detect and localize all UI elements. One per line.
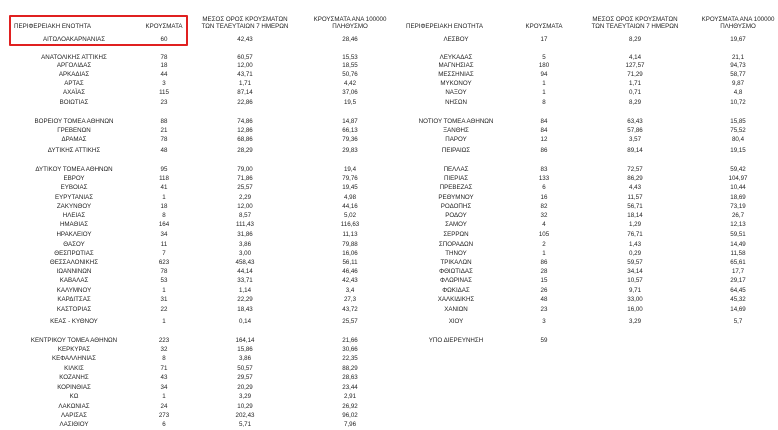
per100k-cell: 56,11 [342, 259, 358, 266]
avg7-cell: 10,57 [627, 277, 643, 284]
region-cell: ΕΒΡΟΥ [63, 175, 85, 182]
avg7-cell: 1,29 [628, 221, 642, 228]
avg7-cell: 3,29 [238, 393, 252, 400]
cases-cell: 24 [160, 403, 168, 410]
region-cell: ΑΡΤΑΣ [64, 80, 84, 87]
avg7-cell: 8,29 [628, 36, 642, 43]
per100k-cell: 79,36 [342, 136, 358, 143]
per100k-cell: 10,44 [730, 184, 746, 191]
per100k-cell: 25,57 [342, 318, 358, 325]
cases-cell: 1 [162, 194, 166, 201]
avg7-cell: 1,43 [628, 241, 642, 248]
per100k-cell: 28,63 [342, 374, 358, 381]
per100k-cell: 17,7 [731, 268, 745, 275]
per100k-cell: 46,46 [342, 268, 358, 275]
avg7-cell: 0,71 [628, 89, 642, 96]
per100k-cell: 21,66 [342, 337, 358, 344]
cases-cell: 60 [160, 36, 168, 43]
region-cell: ΕΥΡΥΤΑΝΙΑΣ [54, 194, 94, 201]
cases-cell: 118 [159, 175, 169, 182]
avg7-cell: 11,57 [627, 194, 643, 201]
avg7-cell: 0,14 [238, 318, 252, 325]
region-cell: ΚΟΡΙΝΘΙΑΣ [57, 384, 91, 391]
region-cell: ΗΛΕΙΑΣ [62, 212, 86, 219]
region-cell: ΚΑΣΤΟΡΙΑΣ [56, 306, 92, 313]
cases-cell: 623 [158, 259, 170, 266]
region-cell: ΔΡΑΜΑΣ [61, 136, 87, 143]
cases-cell: 1 [162, 287, 166, 294]
avg7-cell: 5,71 [238, 421, 252, 428]
per100k-cell: 29,17 [730, 277, 746, 284]
per100k-cell: 29,83 [342, 147, 358, 154]
region-cell: ΣΑΜΟΥ [445, 221, 467, 228]
region-cell: ΛΑΚΩΝΙΑΣ [58, 403, 90, 410]
avg7-cell: 72,57 [627, 166, 643, 173]
avg7-cell: 50,57 [237, 365, 253, 372]
cases-cell: 78 [160, 268, 168, 275]
highlight-box [9, 15, 188, 46]
cases-cell: 41 [160, 184, 168, 191]
per100k-cell: 75,52 [730, 127, 746, 134]
region-cell: ΑΧΑΪΑΣ [62, 89, 86, 96]
per100k-cell: 79,88 [342, 241, 358, 248]
region-cell: ΦΛΩΡΙΝΑΣ [440, 277, 472, 284]
avg7-cell: 89,14 [627, 147, 643, 154]
cases-cell: 94 [540, 71, 548, 78]
cases-cell: 4 [542, 221, 546, 228]
per100k-cell: 30,66 [342, 346, 358, 353]
region-cell: ΠΡΕΒΕΖΑΣ [439, 184, 473, 191]
region-cell: ΡΟΔΟΠΗΣ [440, 203, 472, 210]
region-cell: ΡΟΔΟΥ [445, 212, 467, 219]
avg7-cell: 44,14 [237, 268, 253, 275]
cases-cell: 48 [160, 147, 168, 154]
region-cell: ΦΘΙΩΤΙΔΑΣ [439, 268, 473, 275]
per100k-cell: 88,29 [342, 365, 358, 372]
avg7-cell: 10,29 [237, 403, 253, 410]
per100k-cell: 37,06 [342, 89, 358, 96]
region-cell: ΤΗΝΟΥ [445, 250, 467, 257]
avg7-cell: 4,14 [628, 54, 642, 61]
cases-cell: 12 [540, 136, 548, 143]
region-cell: ΗΜΑΘΙΑΣ [59, 221, 89, 228]
per100k-cell: 10,72 [730, 99, 746, 106]
region-cell: ΖΑΚΥΝΘΟΥ [56, 203, 92, 210]
region-cell: ΧΑΛΚΙΔΙΚΗΣ [437, 296, 475, 303]
cases-cell: 1 [542, 80, 546, 87]
cases-cell: 44 [160, 71, 168, 78]
cases-cell: 164 [158, 221, 170, 228]
avg7-cell: 458,43 [235, 259, 255, 266]
cases-cell: 23 [540, 306, 548, 313]
cases-cell: 84 [540, 127, 548, 134]
cases-cell: 82 [540, 203, 548, 210]
avg7-cell: 33,00 [627, 296, 643, 303]
region-cell: ΚΑΒΑΛΑΣ [59, 277, 89, 284]
header-per100k-line2: ΠΛΗΘΥΣΜΟ [332, 23, 368, 30]
cases-cell: 34 [160, 231, 168, 238]
per100k-cell: 7,96 [343, 421, 357, 428]
avg7-cell: 12,00 [237, 62, 253, 69]
per100k-cell: 11,13 [342, 231, 358, 238]
region-cell: ΔΥΤΙΚΗΣ ΑΤΤΙΚΗΣ [47, 147, 101, 154]
region-cell: ΒΟΙΩΤΙΑΣ [59, 99, 89, 106]
cases-cell: 8 [542, 99, 546, 106]
cases-cell: 1 [542, 89, 546, 96]
cases-cell: 78 [160, 136, 168, 143]
avg7-cell: 127,57 [625, 62, 645, 69]
avg7-cell: 164,14 [235, 337, 255, 344]
per100k-cell: 64,45 [730, 287, 746, 294]
region-cell: ΚΕΦΑΛΛΗΝΙΑΣ [51, 355, 96, 362]
per100k-cell: 27,3 [343, 296, 357, 303]
avg7-cell: 9,71 [628, 287, 642, 294]
per100k-cell: 14,69 [730, 306, 746, 313]
per100k-cell: 19,67 [730, 36, 746, 43]
region-cell: ΠΕΛΛΑΣ [443, 166, 469, 173]
cases-cell: 43 [160, 374, 168, 381]
region-cell: ΘΑΣΟΥ [63, 241, 85, 248]
per100k-cell: 18,69 [730, 194, 746, 201]
region-cell: ΘΕΣΠΡΩΤΙΑΣ [54, 250, 94, 257]
per100k-cell: 59,51 [730, 231, 746, 238]
per100k-cell: 2,91 [343, 393, 357, 400]
avg7-cell: 202,43 [235, 412, 255, 419]
per100k-cell: 23,44 [342, 384, 358, 391]
cases-cell: 78 [160, 54, 168, 61]
avg7-cell: 63,43 [627, 118, 643, 125]
cases-cell: 1 [162, 318, 166, 325]
cases-cell: 59 [540, 337, 548, 344]
avg7-cell: 18,43 [237, 306, 253, 313]
per100k-cell: 59,42 [730, 166, 746, 173]
header-avg7-line1: ΜΕΣΟΣ ΟΡΟΣ ΚΡΟΥΣΜΑΤΩΝ [592, 16, 678, 23]
cases-cell: 86 [540, 259, 548, 266]
region-cell: ΚΕΝΤΡΙΚΟΥ ΤΟΜΕΑ ΑΘΗΝΩΝ [30, 337, 118, 344]
per100k-cell: 50,76 [342, 71, 358, 78]
region-cell: ΡΕΘΥΜΝΟΥ [438, 194, 474, 201]
per100k-cell: 16,06 [342, 250, 358, 257]
per100k-cell: 80,4 [731, 136, 745, 143]
cases-cell: 26 [540, 287, 548, 294]
per100k-cell: 18,55 [342, 62, 358, 69]
cases-cell: 21 [160, 127, 168, 134]
avg7-cell: 74,86 [237, 118, 253, 125]
header-region: ΠΕΡΙΦΕΡΕΙΑΚΗ ΕΝΟΤΗΤΑ [406, 23, 484, 30]
region-cell: ΞΑΝΘΗΣ [443, 127, 469, 134]
per100k-cell: 4,98 [343, 194, 357, 201]
cases-cell: 23 [160, 99, 168, 106]
region-cell: ΧΑΝΙΩΝ [444, 306, 468, 313]
avg7-cell: 29,57 [237, 374, 253, 381]
avg7-cell: 15,86 [237, 346, 253, 353]
cases-cell: 6 [162, 421, 166, 428]
avg7-cell: 25,57 [237, 184, 253, 191]
region-cell: ΛΕΥΚΑΔΑΣ [439, 54, 473, 61]
region-cell: ΣΕΡΡΩΝ [443, 231, 469, 238]
cases-cell: 5 [542, 54, 546, 61]
header-per100k-line1: ΚΡΟΥΣΜΑΤΑ ΑΝΑ 100000 [701, 16, 775, 23]
avg7-cell: 20,29 [237, 384, 253, 391]
per100k-cell: 11,58 [730, 250, 746, 257]
per100k-cell: 12,13 [730, 221, 746, 228]
avg7-cell: 22,29 [237, 296, 253, 303]
per100k-cell: 19,5 [343, 99, 357, 106]
cases-cell: 86 [540, 147, 548, 154]
avg7-cell: 16,00 [627, 306, 643, 313]
avg7-cell: 1,14 [238, 287, 252, 294]
cases-cell: 8 [162, 355, 166, 362]
avg7-cell: 43,71 [237, 71, 253, 78]
per100k-cell: 104,97 [728, 175, 748, 182]
avg7-cell: 86,29 [627, 175, 643, 182]
per100k-cell: 73,19 [730, 203, 746, 210]
per100k-cell: 43,72 [342, 306, 358, 313]
cases-cell: 83 [540, 166, 548, 173]
region-cell: ΛΑΣΙΘΙΟΥ [59, 421, 89, 428]
region-cell: ΝΗΣΩΝ [445, 99, 467, 106]
region-cell: ΚΕΡΚΥΡΑΣ [57, 346, 91, 353]
cases-cell: 34 [160, 384, 168, 391]
cases-cell: 6 [542, 184, 546, 191]
region-cell: ΚΑΛΥΜΝΟΥ [56, 287, 92, 294]
region-cell: ΥΠΟ ΔΙΕΡΕΥΝΗΣΗ [428, 337, 484, 344]
region-cell: ΣΠΟΡΑΔΩΝ [438, 241, 474, 248]
cases-cell: 17 [540, 36, 548, 43]
header-per100k-line1: ΚΡΟΥΣΜΑΤΑ ΑΝΑ 100000 [313, 16, 387, 23]
cases-cell: 71 [160, 365, 168, 372]
avg7-cell: 111,43 [235, 221, 254, 228]
region-cell: ΚΕΑΣ - ΚΥΘΝΟΥ [50, 318, 98, 325]
region-cell: ΦΩΚΙΔΑΣ [442, 287, 470, 294]
region-cell: ΑΙΤΩΛΟΑΚΑΡΝΑΝΙΑΣ [42, 36, 106, 43]
avg7-cell: 4,43 [628, 184, 642, 191]
region-cell: ΘΕΣΣΑΛΟΝΙΚΗΣ [49, 259, 99, 266]
header-avg7-line1: ΜΕΣΟΣ ΟΡΟΣ ΚΡΟΥΣΜΑΤΩΝ [202, 16, 288, 23]
avg7-cell: 33,71 [237, 277, 253, 284]
avg7-cell: 42,43 [237, 36, 253, 43]
per100k-cell: 5,02 [343, 212, 357, 219]
per100k-cell: 42,43 [342, 277, 358, 284]
region-cell: ΠΑΡΟΥ [445, 136, 467, 143]
cases-cell: 15 [540, 277, 548, 284]
region-cell: ΑΝΑΤΟΛΙΚΗΣ ΑΤΤΙΚΗΣ [41, 54, 107, 61]
region-cell: ΑΡΚΑΔΙΑΣ [58, 71, 90, 78]
avg7-cell: 18,14 [627, 212, 643, 219]
per100k-cell: 116,63 [340, 221, 360, 228]
per100k-cell: 94,73 [730, 62, 746, 69]
region-cell: ΓΡΕΒΕΝΩΝ [57, 127, 91, 134]
region-cell: ΠΕΙΡΑΙΩΣ [441, 147, 471, 154]
avg7-cell: 87,14 [237, 89, 253, 96]
per100k-cell: 26,7 [731, 212, 745, 219]
cases-cell: 88 [160, 118, 168, 125]
avg7-cell: 12,00 [237, 203, 253, 210]
header-cases: ΚΡΟΥΣΜΑΤΑ [145, 23, 183, 30]
per100k-cell: 15,53 [342, 54, 358, 61]
cases-cell: 133 [538, 175, 550, 182]
region-cell: ΤΡΙΚΑΛΩΝ [440, 259, 472, 266]
header-cases: ΚΡΟΥΣΜΑΤΑ [525, 23, 563, 30]
region-cell: ΠΙΕΡΙΑΣ [443, 175, 469, 182]
cases-cell: 3 [162, 80, 166, 87]
region-cell: ΛΕΣΒΟΥ [443, 36, 469, 43]
avg7-cell: 0,29 [628, 250, 642, 257]
cases-cell: 105 [538, 231, 550, 238]
avg7-cell: 1,71 [238, 80, 252, 87]
cases-cell: 32 [160, 346, 168, 353]
cases-cell: 223 [158, 337, 170, 344]
per100k-cell: 4,42 [343, 80, 357, 87]
region-cell: ΧΙΟΥ [448, 318, 464, 325]
cases-cell: 2 [542, 241, 546, 248]
region-cell: ΚΩ [69, 393, 79, 400]
region-cell: ΙΩΑΝΝΙΝΩΝ [56, 268, 92, 275]
cases-cell: 95 [160, 166, 168, 173]
cases-cell: 18 [160, 62, 168, 69]
region-cell: ΕΥΒΟΙΑΣ [60, 184, 88, 191]
per100k-cell: 5,7 [733, 318, 743, 325]
avg7-cell: 22,86 [237, 99, 253, 106]
per100k-cell: 21,1 [731, 54, 745, 61]
avg7-cell: 60,57 [237, 54, 253, 61]
per100k-cell: 4,8 [733, 89, 743, 96]
region-cell: ΚΟΖΑΝΗΣ [59, 374, 89, 381]
per100k-cell: 22,35 [342, 355, 358, 362]
avg7-cell: 34,14 [627, 268, 643, 275]
cases-cell: 53 [160, 277, 168, 284]
per100k-cell: 19,15 [730, 147, 746, 154]
cases-cell: 84 [540, 118, 548, 125]
cases-cell: 3 [542, 318, 546, 325]
per100k-cell: 26,92 [342, 403, 358, 410]
avg7-cell: 1,71 [628, 80, 642, 87]
per100k-cell: 45,32 [730, 296, 746, 303]
cases-cell: 22 [160, 306, 168, 313]
cases-cell: 7 [162, 250, 166, 257]
avg7-cell: 3,57 [628, 136, 642, 143]
avg7-cell: 3,86 [238, 241, 252, 248]
header-region: ΠΕΡΙΦΕΡΕΙΑΚΗ ΕΝΟΤΗΤΑ [14, 23, 92, 30]
region-cell: ΔΥΤΙΚΟΥ ΤΟΜΕΑ ΑΘΗΝΩΝ [35, 166, 113, 173]
region-cell: ΚΙΛΚΙΣ [64, 365, 84, 372]
per100k-cell: 14,87 [342, 118, 358, 125]
avg7-cell: 2,29 [238, 194, 252, 201]
cases-cell: 1 [542, 250, 546, 257]
avg7-cell: 3,86 [238, 355, 252, 362]
cases-cell: 18 [160, 203, 168, 210]
per100k-cell: 96,02 [342, 412, 358, 419]
region-cell: ΜΥΚΟΝΟΥ [440, 80, 472, 87]
header-avg7-line2: ΤΩΝ ΤΕΛΕΥΤΑΙΩΝ 7 ΗΜΕΡΩΝ [201, 23, 289, 30]
avg7-cell: 56,71 [627, 203, 643, 210]
region-cell: ΚΑΡΔΙΤΣΑΣ [57, 296, 91, 303]
header-per100k-line2: ΠΛΗΘΥΣΜΟ [720, 23, 756, 30]
cases-cell: 115 [159, 89, 169, 96]
avg7-cell: 31,86 [237, 231, 253, 238]
region-cell: ΜΕΣΣΗΝΙΑΣ [438, 71, 474, 78]
avg7-cell: 68,86 [237, 136, 253, 143]
region-cell: ΝΑΞΟΥ [445, 89, 467, 96]
avg7-cell: 71,29 [627, 71, 643, 78]
avg7-cell: 57,86 [627, 127, 643, 134]
avg7-cell: 28,29 [237, 147, 253, 154]
per100k-cell: 15,85 [730, 118, 746, 125]
region-cell: ΜΑΓΝΗΣΙΑΣ [438, 62, 474, 69]
avg7-cell: 8,29 [628, 99, 642, 106]
per100k-cell: 58,77 [730, 71, 746, 78]
per100k-cell: 9,87 [731, 80, 745, 87]
region-cell: ΝΟΤΙΟΥ ΤΟΜΕΑ ΑΘΗΝΩΝ [418, 118, 494, 125]
cases-cell: 8 [162, 212, 166, 219]
per100k-cell: 66,13 [342, 127, 358, 134]
cases-cell: 48 [540, 296, 548, 303]
region-cell: ΛΑΡΙΣΑΣ [61, 412, 87, 419]
cases-cell: 11 [160, 241, 168, 248]
per100k-cell: 19,4 [343, 166, 357, 173]
per100k-cell: 44,16 [342, 203, 358, 210]
per100k-cell: 65,61 [730, 259, 746, 266]
per100k-cell: 14,49 [730, 241, 746, 248]
avg7-cell: 8,57 [238, 212, 252, 219]
region-cell: ΗΡΑΚΛΕΙΟΥ [56, 231, 92, 238]
per100k-cell: 19,45 [342, 184, 358, 191]
cases-cell: 28 [540, 268, 548, 275]
per100k-cell: 3,4 [345, 287, 355, 294]
per100k-cell: 79,76 [342, 175, 358, 182]
region-cell: ΑΡΓΟΛΙΔΑΣ [56, 62, 92, 69]
avg7-cell: 71,86 [237, 175, 253, 182]
avg7-cell: 12,86 [237, 127, 253, 134]
cases-cell: 180 [538, 62, 550, 69]
cases-cell: 31 [160, 296, 168, 303]
avg7-cell: 3,29 [628, 318, 642, 325]
avg7-cell: 59,57 [627, 259, 643, 266]
avg7-cell: 79,00 [237, 166, 253, 173]
avg7-cell: 3,00 [238, 250, 252, 257]
cases-cell: 16 [540, 194, 548, 201]
cases-cell: 32 [540, 212, 548, 219]
avg7-cell: 76,71 [627, 231, 643, 238]
cases-cell: 1 [162, 393, 166, 400]
header-avg7-line2: ΤΩΝ ΤΕΛΕΥΤΑΙΩΝ 7 ΗΜΕΡΩΝ [591, 23, 679, 30]
region-cell: ΒΟΡΕΙΟΥ ΤΟΜΕΑ ΑΘΗΝΩΝ [34, 118, 114, 125]
per100k-cell: 28,46 [342, 36, 358, 43]
cases-cell: 273 [158, 412, 170, 419]
